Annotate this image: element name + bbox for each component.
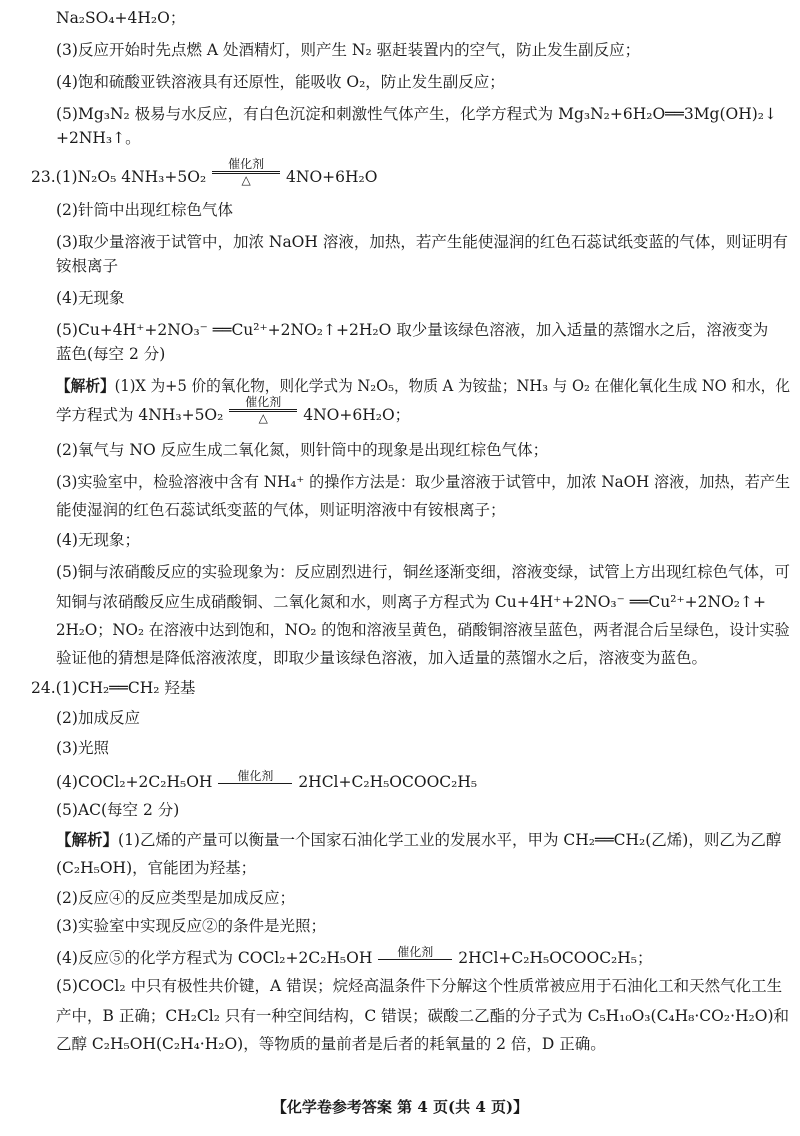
heat-symbol: △ [258, 411, 268, 425]
text-line: (4)无现象； [56, 531, 140, 549]
q23-part1 [31, 157, 378, 192]
catalyst-arrow [218, 770, 292, 784]
heat-symbol: △ [241, 173, 251, 187]
equation-right: 4NO+6H₂O； [303, 406, 411, 424]
text-line: 2H₂O；NO₂ 在溶液中达到饱和，NO₂ 的饱和溶液呈黄色，硝酸铜溶液呈蓝色，两者混合后呈绿色，设计实验 [56, 621, 790, 639]
text-line: 铵根离子 [56, 257, 119, 275]
equation-left: (4)COCl₂+2C₂H₅OH [56, 773, 213, 791]
catalyst-label: 催化剂 [397, 945, 434, 959]
equation-left: (4)反应⑤的化学方程式为 COCl₂+2C₂H₅OH [56, 949, 373, 967]
analysis-tag: 【解析】 [56, 376, 115, 395]
analysis-text: (1)X 为+5 价的氧化物，则化学式为 N₂O₅，物质 A 为铵盐；NH₃ 与 O₂ 在催化氧化生成 NO 和水，化 [114, 377, 791, 395]
text-line: (5)AC(每空 2 分) [56, 801, 180, 819]
equation-left: 学方程式为 4NH₃+5O₂ [56, 406, 224, 424]
page-footer: 【化学卷参考答案 第 4 页(共 4 页)】 [271, 1098, 529, 1116]
catalyst-heat-arrow [229, 396, 297, 424]
text-line: 24.(1)CH₂══CH₂ 羟基 [31, 679, 196, 697]
q24-part4 [56, 769, 478, 792]
equation-right: 2HCl+C₂H₅OCOOC₂H₅； [458, 949, 653, 967]
text-line: (5)COCl₂ 中只有极性共价键，A 错误；烷烃高温条件下分解这个性质常被应用于石油化工和天然气化工生 [56, 977, 783, 995]
q23-part1-left: 23.(1)N₂O₅ 4NH₃+5O₂ [31, 168, 207, 186]
analysis-line [56, 830, 781, 850]
text-line: 能使湿润的红色石蕊试纸变蓝的气体，则证明溶液中有铵根离子； [56, 501, 506, 519]
text-line: 知铜与浓硝酸反应生成硝酸铜、二氧化氮和水，则离子方程式为 Cu+4H⁺+2NO₃⁻ ══Cu²⁺+2NO₂↑+ [56, 593, 766, 611]
catalyst-arrow [378, 946, 452, 960]
text-line: (3)实验室中，检验溶液中含有 NH₄⁺ 的操作方法是：取少量溶液于试管中，加浓 NaOH 溶液，加热，若产生 [56, 473, 791, 491]
arrow-line [218, 783, 292, 784]
equation-right: 2HCl+C₂H₅OCOOC₂H₅ [298, 773, 478, 791]
text-line: (2)反应④的反应类型是加成反应； [56, 889, 295, 907]
text-line: (2)氧气与 NO 反应生成二氧化氮，则针筒中的现象是出现红棕色气体； [56, 441, 549, 459]
text-line: (4)无现象 [56, 289, 125, 307]
analysis-tag: 【解析】 [56, 830, 119, 849]
text-line: 乙醇 C₂H₅OH(C₂H₄·H₂O)，等物质的量前者是后者的耗氧量的 2 倍，D 正确。 [56, 1035, 606, 1053]
text-line: (2)加成反应 [56, 709, 140, 727]
catalyst-label: 催化剂 [245, 395, 282, 409]
text-line: +2NH₃↑。 [56, 129, 141, 147]
catalyst-label: 催化剂 [228, 157, 265, 171]
text-line: (3)光照 [56, 739, 109, 757]
text-line: (C₂H₅OH)，官能团为羟基； [56, 859, 257, 877]
q23-part1-right: 4NO+6H₂O [286, 168, 378, 186]
catalyst-heat-arrow [212, 158, 280, 186]
text-line: (5)Cu+4H⁺+2NO₃⁻ ══Cu²⁺+2NO₂↑+2H₂O 取少量该绿色溶液，加入适量的蒸馏水之后，溶液变为 [56, 321, 769, 339]
text-line: (4)饱和硫酸亚铁溶液具有还原性，能吸收 O₂，防止发生副反应； [56, 73, 505, 91]
text-line: (5)铜与浓硝酸反应的实验现象为：反应剧烈进行，铜丝逐渐变细，溶液变绿，试管上方出现红棕色气体，可 [56, 563, 790, 581]
text-line: Na₂SO₄+4H₂O； [56, 9, 186, 27]
analysis-line [56, 376, 790, 396]
analysis-text: (1)乙烯的产量可以衡量一个国家石油化学工业的发展水平，甲为 CH₂══CH₂(乙烯)，则乙为乙醇 [118, 831, 782, 849]
text-line: 验证他的猜想是降低溶液浓度，即取少量该绿色溶液，加入适量的蒸馏水之后，溶液变为蓝色。 [56, 649, 708, 667]
text-line: 蓝色(每空 2 分) [56, 345, 166, 363]
text-line: (2)针筒中出现红棕色气体 [56, 201, 233, 219]
catalyst-label: 催化剂 [237, 769, 274, 783]
analysis-equation-line [56, 395, 411, 430]
arrow-line [378, 959, 452, 960]
text-line: (3)取少量溶液于试管中，加浓 NaOH 溶液，加热，若产生能使湿润的红色石蕊试纸变蓝的气体，则证明有 [56, 233, 788, 251]
text-line: (3)反应开始时先点燃 A 处酒精灯，则产生 N₂ 驱赶装置内的空气，防止发生副反应； [56, 41, 641, 59]
text-line: 产中，B 正确；CH₂Cl₂ 只有一种空间结构，C 错误；碳酸二乙酯的分子式为 C₅H₁₀O₃(C₄H₈·CO₂·H₂O)和 [56, 1007, 789, 1025]
analysis-equation-line [56, 945, 653, 968]
text-line: (3)实验室中实现反应②的条件是光照； [56, 917, 326, 935]
text-line: (5)Mg₃N₂ 极易与水反应，有白色沉淀和刺激性气体产生，化学方程式为 Mg₃N₂+6H₂O══3Mg(OH)₂↓ [56, 105, 778, 123]
